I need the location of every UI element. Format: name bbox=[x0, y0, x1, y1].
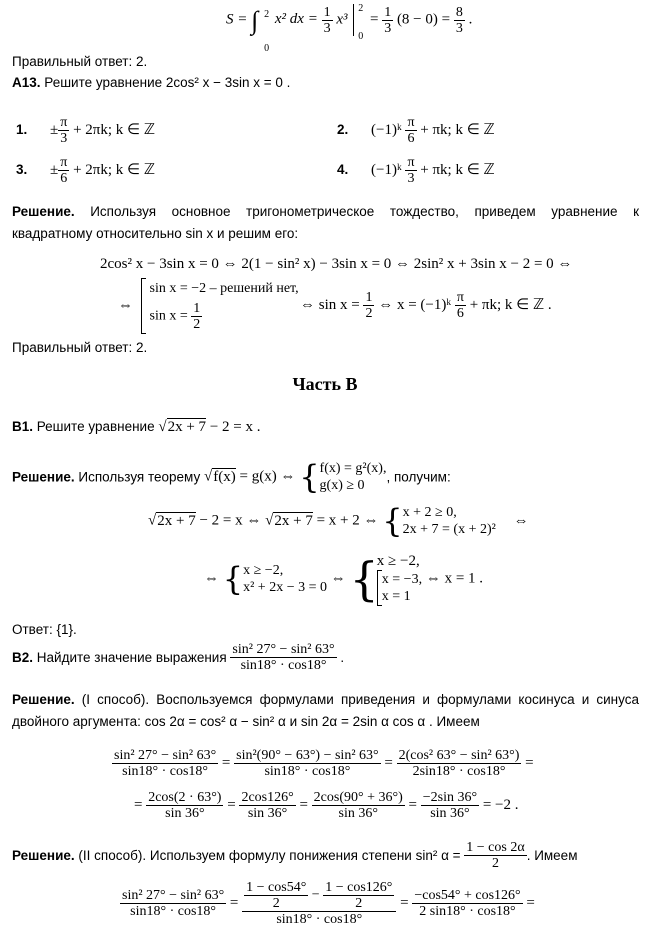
fraction-num: 2cos(90° + 36°) bbox=[313, 790, 403, 805]
fraction bbox=[120, 888, 226, 919]
task-text: Найдите значение выражения bbox=[33, 650, 231, 665]
fraction bbox=[382, 5, 393, 36]
fraction bbox=[58, 155, 69, 186]
fraction-num: −2sin 36° bbox=[422, 790, 478, 805]
case-1: x = −3, bbox=[381, 572, 423, 587]
bar-upper: 2 bbox=[358, 3, 364, 14]
sqrt-expr: 2x + 7 bbox=[157, 513, 196, 529]
solution-text: Используя теорему bbox=[74, 469, 204, 485]
fraction-den: 2 bbox=[491, 856, 499, 871]
task-label: А13. bbox=[12, 75, 41, 90]
result-mid: ⇔ x = (−1)ᵏ bbox=[374, 296, 455, 313]
solution-paragraph bbox=[12, 201, 639, 245]
curly-brace: { bbox=[382, 501, 403, 540]
answer-line: Ответ: {1}. bbox=[12, 622, 77, 637]
equation-chain-4: $\frac{\text{sin² 27° − sin² 63°}}{\sin 18^\circ \cdot \cos 18^\circ}$ = $\frac{\text{sin²(90° − 63°) − sin² 63°}}{\sin 18^\circ \cdot \cos 18^\circ}$ = $\frac{\text{2(cos² 63° − sin² 63°)}}{2\sin 18^\circ \cdot \cos 18^\circ}$ = bbox=[114, 748, 534, 779]
result-line bbox=[300, 290, 552, 321]
fraction-num: 1 bbox=[365, 290, 373, 305]
fraction-den: sin 36° bbox=[165, 806, 205, 821]
solution-label: Решение. bbox=[12, 204, 75, 219]
fraction-num: 1 bbox=[384, 4, 392, 20]
solution-label: Решение. bbox=[12, 848, 75, 863]
fraction bbox=[230, 642, 336, 673]
section-heading: Часть В bbox=[292, 374, 358, 394]
option-pre: ± bbox=[50, 162, 59, 179]
fraction-num: $\frac{1 - \cos 54^\circ}{2}$ − $\frac{1 - \cos 126^\circ}{2}$ bbox=[242, 880, 396, 912]
system-line-1: x ≥ −2, bbox=[376, 553, 420, 569]
fraction-den: 3 bbox=[407, 171, 415, 186]
fraction-den: 2 bbox=[365, 306, 373, 321]
chain-part: = x + 2 ⇔ bbox=[312, 512, 383, 529]
solution-paragraph bbox=[12, 689, 639, 733]
fraction bbox=[146, 790, 223, 821]
fraction-den: 3 bbox=[60, 131, 68, 146]
square-bracket bbox=[141, 278, 146, 334]
fraction-den: 2 bbox=[355, 896, 363, 911]
fraction-num: 1 − cos 2α bbox=[466, 840, 525, 855]
chain-part: ⇔ bbox=[327, 570, 350, 587]
fraction bbox=[234, 748, 380, 779]
curly-brace: { bbox=[222, 559, 244, 598]
system-line-2: x² + 2x − 3 = 0 bbox=[243, 580, 327, 595]
fraction bbox=[454, 5, 465, 36]
integrand: x² dx = bbox=[274, 11, 322, 28]
fraction-num: π bbox=[60, 115, 68, 130]
task-b1: В1. Решите уравнение √2x + 7 − 2 = x . bbox=[12, 419, 261, 435]
evaluation-bar bbox=[353, 3, 366, 42]
fraction-den: 6 bbox=[456, 306, 464, 321]
solution-label: Решение. bbox=[12, 692, 75, 707]
fraction-num: π bbox=[456, 290, 464, 305]
equation-chain-5: = $\frac{2\cos(2 \cdot 63^\circ)}{\sin 36^\circ}$ = $\frac{2\cos 126^\circ}{\sin 36^\circ}$ = $\frac{2\cos(90^\circ + 36^\circ)}{\sin 36^\circ}$ = $\frac{-2\sin 36^\circ}{\sin 36^\circ}$ = −2 . bbox=[134, 790, 519, 821]
option-2 bbox=[337, 115, 495, 146]
chain-part: ⇔ bbox=[204, 570, 223, 587]
subsystem bbox=[382, 571, 422, 605]
case-2 bbox=[150, 301, 299, 332]
task-b2 bbox=[12, 642, 344, 678]
fraction bbox=[455, 290, 466, 321]
chain-part: ⇔ bbox=[509, 512, 529, 529]
result-pre: ⇔ sin x = bbox=[300, 296, 364, 313]
option-4 bbox=[337, 155, 495, 186]
fraction-num: sin²(90° − 63°) − sin² 63° bbox=[236, 748, 379, 763]
solution-text: (I способ). Воспользуемся формулами приведения и формулами косинуса и синуса двойного аргумента: cos 2α = cos² α − sin² α и sin 2α = 2sin α cos α . Имеем bbox=[12, 692, 639, 729]
fraction-den: sin18° · cos18° bbox=[264, 764, 351, 779]
fraction-den: 2sin18° · cos18° bbox=[412, 764, 506, 779]
option-1 bbox=[16, 115, 155, 146]
equation-chain-3 bbox=[204, 552, 483, 612]
antiderivative: x³ bbox=[336, 11, 348, 28]
fraction bbox=[312, 790, 405, 821]
option-pre: (−1)ᵏ bbox=[371, 162, 406, 179]
task-a13 bbox=[12, 74, 290, 91]
answer-line: Правильный ответ: 2. bbox=[12, 54, 148, 69]
solution-text: (II способ). Используем формулу понижения степени sin² α = bbox=[74, 848, 465, 863]
system bbox=[403, 504, 496, 538]
paren-expr: (8 − 0) = bbox=[396, 11, 454, 28]
chain-part: ⇔ x = 1 . bbox=[422, 570, 484, 587]
answer-line: Правильный ответ: 2. bbox=[12, 340, 148, 355]
fraction-den: 3 bbox=[455, 20, 463, 36]
system-line-2: 2x + 7 = (x + 2)² bbox=[402, 522, 496, 537]
fraction-den: 3 bbox=[384, 20, 392, 36]
fraction-num: 1 bbox=[193, 301, 201, 316]
fraction bbox=[191, 301, 202, 332]
case-2-pre: sin x = bbox=[149, 308, 192, 324]
result-post: + πk; k ∈ ℤ . bbox=[465, 296, 552, 313]
fraction-den: 3 bbox=[323, 20, 331, 36]
fraction-num: π bbox=[407, 115, 415, 130]
case-2: x = 1 bbox=[381, 589, 411, 604]
fraction-den: sin18° · cos18° bbox=[122, 764, 209, 779]
option-number: 4. bbox=[337, 162, 349, 178]
fraction bbox=[421, 790, 479, 821]
fraction bbox=[405, 115, 416, 146]
fraction-num: 1 − cos54° bbox=[246, 880, 307, 895]
case-system bbox=[118, 278, 299, 334]
solution-text: Используя основное тригонометрическое тождество, приведем уравнение к квадратному относительно sin x и решим его: bbox=[12, 204, 639, 241]
fraction-num: 2cos(2 · 63°) bbox=[148, 790, 222, 805]
fraction bbox=[322, 5, 333, 36]
fraction-num: sin² 27° − sin² 63° bbox=[232, 642, 335, 657]
sqrt-expr: 2x + 7 bbox=[274, 513, 313, 529]
task-label: В2. bbox=[12, 650, 34, 665]
system-line-1: f(x) = g²(x), bbox=[319, 461, 387, 476]
formula-lhs: S = bbox=[226, 11, 252, 28]
option-pre: ± bbox=[50, 122, 59, 139]
option-3 bbox=[16, 155, 155, 186]
option-number: 3. bbox=[16, 162, 28, 178]
solution-theorem: Решение. Используя теорему √f(x) = g(x) ⇔ { f(x) = g²(x), g(x) ≥ 0 , получим: bbox=[12, 457, 451, 496]
fraction-num: 2cos126° bbox=[241, 790, 294, 805]
equals: = bbox=[369, 11, 383, 28]
option-post: + πk; k ∈ ℤ bbox=[416, 122, 495, 139]
task-label: В1. bbox=[12, 419, 34, 434]
fraction-den: 2 sin18° · cos18° bbox=[419, 904, 516, 919]
fraction-den: sin18° · cos18° bbox=[130, 904, 217, 919]
fraction-den: sin18° · cos18° bbox=[240, 658, 327, 673]
sqrt-expr: f(x) bbox=[213, 469, 236, 485]
sqrt-expr: 2x + 7 bbox=[167, 419, 207, 435]
cases bbox=[150, 280, 299, 332]
chain-part: − 2 = x ⇔ bbox=[195, 512, 266, 529]
curly-brace: { bbox=[349, 551, 379, 606]
area-integral-formula bbox=[226, 4, 472, 52]
period: . bbox=[468, 11, 473, 28]
fraction bbox=[412, 888, 522, 919]
period: . bbox=[336, 650, 345, 665]
solution-method-2 bbox=[12, 840, 577, 878]
fraction-den: sin 36° bbox=[247, 806, 288, 821]
fraction-num: 1 bbox=[323, 4, 331, 20]
task-text: Решите уравнение 2cos² x − 3sin x = 0 . bbox=[40, 75, 291, 90]
option-pre: (−1)ᵏ bbox=[371, 122, 406, 139]
option-number: 1. bbox=[16, 122, 28, 138]
theorem-mid: = g(x) ⇔ bbox=[235, 468, 300, 485]
solution-label: Решение. bbox=[12, 469, 75, 485]
fraction bbox=[323, 880, 394, 911]
system-line-1: x ≥ −2, bbox=[243, 563, 284, 578]
fraction-num: π bbox=[407, 155, 415, 170]
theorem-post: , получим: bbox=[386, 469, 451, 485]
integral-upper: 2 bbox=[264, 8, 270, 20]
chain-end: = −2 . bbox=[479, 797, 519, 813]
system bbox=[320, 460, 387, 494]
compound-fraction bbox=[242, 880, 396, 927]
equation-chain-6: $\frac{\text{sin² 27° − sin² 63°}}{\sin 18^\circ \cdot \cos 18^\circ}$ = $\frac{1 - \cos 54^\circ}{2}$ − $\frac{1 - \cos 126^\circ}{2}$ sin18° · cos18° = $\frac{-\cos 54^\circ + \cos 126^\circ}{2 \sin 18^\circ \cdot \cos 18^\circ}$ = bbox=[122, 880, 535, 927]
fraction bbox=[58, 115, 69, 146]
fraction bbox=[405, 155, 416, 186]
option-number: 2. bbox=[337, 122, 349, 138]
equivalence-arrow: ⇔ bbox=[118, 297, 133, 314]
system-line-2: g(x) ≥ 0 bbox=[319, 478, 365, 493]
fraction-den: sin 36° bbox=[430, 806, 470, 821]
task-text: Решите уравнение bbox=[33, 419, 159, 434]
integral-sign: ∫ 2 0 bbox=[251, 12, 263, 29]
option-post: + 2πk; k ∈ ℤ bbox=[69, 162, 155, 179]
fraction-den: 2 bbox=[272, 896, 280, 911]
option-post: + 2πk; k ∈ ℤ bbox=[69, 122, 155, 139]
fraction-num: 2(cos² 63° − sin² 63°) bbox=[398, 748, 520, 763]
equation-chain-2: √2x + 7 − 2 = x ⇔ √2x + 7 = x + 2 ⇔ { x + 2 ≥ 0, 2x + 7 = (x + 2)² ⇔ bbox=[148, 501, 529, 540]
fraction-den: sin18° · cos18° bbox=[276, 912, 363, 927]
fraction-den: 6 bbox=[407, 131, 415, 146]
fraction-num: 1 − cos126° bbox=[325, 880, 393, 895]
equation-chain: 2cos² x − 3sin x = 0 ⇔ 2(1 − sin² x) − 3sin x = 0 ⇔ 2sin² x + 3sin x − 2 = 0 ⇔ bbox=[100, 256, 573, 272]
fraction bbox=[244, 880, 308, 911]
fraction-den: 2 bbox=[193, 317, 201, 332]
integral-lower: 0 bbox=[264, 42, 270, 54]
fraction-num: sin² 27° − sin² 63° bbox=[114, 748, 217, 763]
case-1: sin x = −2 – решений нет, bbox=[149, 281, 299, 296]
task-tail: − 2 = x . bbox=[206, 419, 261, 435]
fraction bbox=[239, 790, 295, 821]
fraction-num: −cos54° + cos126° bbox=[414, 888, 521, 903]
fraction-den: sin 36° bbox=[338, 806, 378, 821]
fraction-den: 6 bbox=[60, 171, 68, 186]
fraction bbox=[363, 290, 374, 321]
fraction bbox=[397, 748, 522, 779]
solution-tail: . Имеем bbox=[526, 848, 578, 863]
fraction-num: 8 bbox=[455, 4, 463, 20]
system-line-1: x + 2 ≥ 0, bbox=[402, 505, 457, 520]
curly-brace: { bbox=[299, 457, 320, 496]
system bbox=[243, 562, 327, 596]
fraction-num: π bbox=[60, 155, 68, 170]
fraction-num: sin² 27° − sin² 63° bbox=[122, 888, 225, 903]
fraction bbox=[112, 748, 218, 779]
bar-lower: 0 bbox=[358, 31, 364, 42]
option-post: + πk; k ∈ ℤ bbox=[416, 162, 495, 179]
fraction bbox=[464, 840, 526, 871]
